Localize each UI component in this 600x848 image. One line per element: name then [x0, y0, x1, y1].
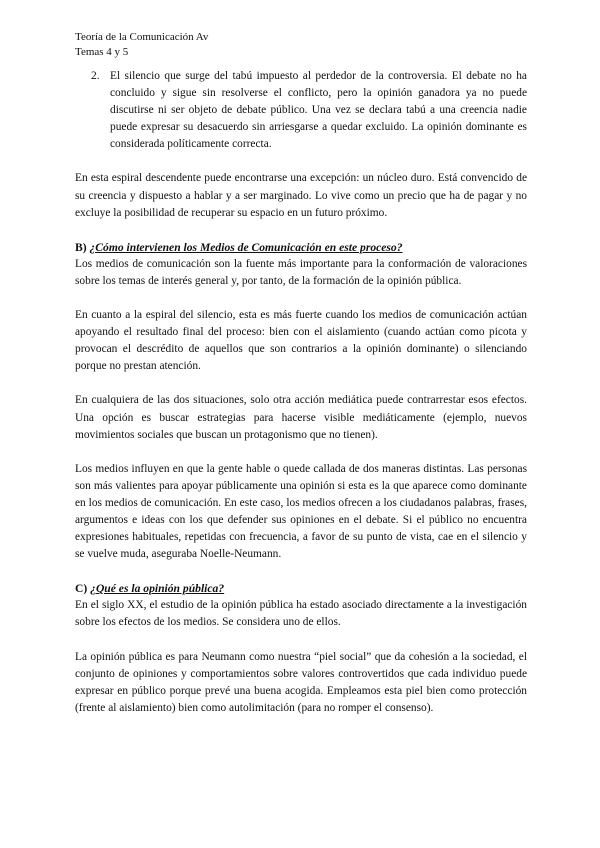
topics-label: Temas 4 y 5 [75, 46, 129, 58]
list-item-text: El silencio que surge del tabú impuesto al perdedor de la controversia. El debate no ha concluido y sigue sin resolverse el conflicto, pero la opinión ganadora ya no puede discutirse ni ser objeto de debate público. Una vez se declara tabú a una creencia nadie puede expresar su desacuerdo sin arriesgarse a quedar excluido. La opinión dominante es considerada políticamente correcta. [110, 70, 527, 151]
course-title: Teoría de la Comunicación Av [75, 31, 209, 43]
section-c-letter: C) [75, 582, 88, 596]
section-c-heading [75, 580, 527, 597]
section-b-question: ¿Cómo intervienen los Medios de Comunicación en este proceso? [89, 240, 403, 254]
section-b-paragraph-2: En cuanto a la espiral del silencio, esta es más fuerte cuando los medios de comunicación actúan apoyando el resultado final del proceso: bien con el aislamiento (cuando actúan como picota y provocan el descrédito de aquellos que son contrarios a la opinión dominante) o silenciando porque no prestan atención. [75, 309, 527, 373]
section-c-paragraph-1: En el siglo XX, el estudio de la opinión pública ha estado asociado directamente a la investigación sobre los efectos de los medios. Se considera uno de ellos. [75, 599, 527, 629]
section-b-heading [75, 239, 527, 256]
section-c [75, 580, 527, 717]
section-b-paragraph-3: En cualquiera de las dos situaciones, solo otra acción mediática puede contrarrestar esos efectos. Una opción es buscar estrategias para hacerse visible mediáticamente (ejemplo, nuevos movimientos sociales que buscan un protagonismo que no tienen). [75, 394, 527, 441]
section-c-paragraph-2: La opinión pública es para Neumann como nuestra “piel social” que da cohesión a la sociedad, el conjunto de opiniones y comportamientos sobre valores controvertidos que cada individuo puede expresar en público porque prevé una buena acogida. Empleamos esta piel bien como protección (frente al aislamiento) bien como autolimitación (para no romper el consenso). [75, 650, 527, 714]
page-header [75, 30, 208, 60]
document-body [75, 68, 527, 734]
section-b-paragraph-1: Los medios de comunicación son la fuente más importante para la conformación de valoraciones sobre los temas de interés general y, por tanto, de la formación de la opinión pública. [75, 257, 527, 287]
section-b-letter: B) [75, 240, 87, 254]
section-b [75, 239, 527, 564]
numbered-list-item [75, 68, 527, 153]
section-b-paragraph-4: Los medios influyen en que la gente hable o quede callada de dos maneras distintas. Las personas son más valientes para apoyar públicamente una opinión si esta es la que aparece como dominante en los medios de comunicación. En este caso, los medios ofrecen a los ciudadanos palabras, frases, argumentos e ideas con los que defender sus opiniones en el debate. Si el público no encuentra expresiones habituales, repetidas con frecuencia, a favor de su punto de vista, cae en el silencio y se vuelve muda, aseguraba Noelle-Neumann. [75, 462, 527, 561]
section-c-question: ¿Qué es la opinión pública? [90, 582, 225, 596]
intro-paragraph: En esta espiral descendente puede encontrarse una excepción: un núcleo duro. Está convencido de su creencia y dispuesto a hablar y a ser marginado. Lo vive como un precio que ha de pagar y no excluye la posibilidad de recuperar su espacio en un futuro próximo. [75, 172, 527, 219]
list-number: 2. [91, 70, 100, 82]
